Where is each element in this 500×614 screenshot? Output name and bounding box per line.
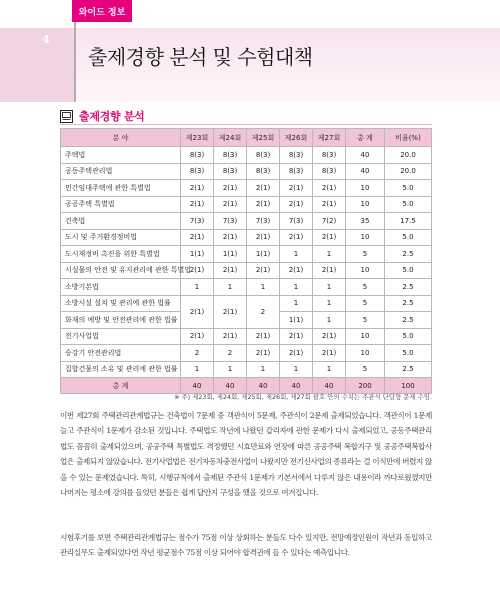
value-cell: 8(3) bbox=[247, 163, 280, 180]
section-rule bbox=[60, 124, 432, 125]
header-cell: 제27회 bbox=[313, 129, 346, 147]
value-cell: 2 bbox=[247, 295, 280, 328]
value-cell: 5.0 bbox=[385, 180, 432, 197]
value-cell: 8(3) bbox=[280, 147, 313, 164]
value-cell: 1 bbox=[181, 279, 214, 296]
value-cell: 1 bbox=[313, 295, 346, 312]
table-footnote: ※ 주) 제23회, 제24회, 제25회, 제26회, 제27회 괄호 안의 수치는 주관식 단답형 문제 수임. bbox=[174, 393, 432, 401]
value-cell: 1 bbox=[280, 279, 313, 296]
value-cell: 2(1) bbox=[280, 328, 313, 345]
value-cell: 2.5 bbox=[385, 312, 432, 329]
value-cell: 20.0 bbox=[385, 147, 432, 164]
value-cell: 2(1) bbox=[181, 328, 214, 345]
subject-cell: 화재의 예방 및 안전관리에 관한 법률 bbox=[61, 312, 181, 329]
value-cell: 2(1) bbox=[313, 262, 346, 279]
subject-cell: 도시재정비 촉진을 위한 특별법 bbox=[61, 246, 181, 263]
value-cell: 2(1) bbox=[181, 229, 214, 246]
value-cell: 8(3) bbox=[313, 163, 346, 180]
value-cell: 8(3) bbox=[214, 163, 247, 180]
value-cell: 2(1) bbox=[280, 196, 313, 213]
header-cell: 제24회 bbox=[214, 129, 247, 147]
value-cell: 5 bbox=[346, 279, 385, 296]
value-cell: 2(1) bbox=[214, 295, 247, 328]
value-cell: 2(1) bbox=[280, 345, 313, 362]
value-cell: 1 bbox=[280, 361, 313, 378]
exam-trend-table bbox=[60, 128, 432, 394]
section-heading bbox=[60, 108, 145, 124]
value-cell: 1 bbox=[280, 246, 313, 263]
subject-cell: 전기사업법 bbox=[61, 328, 181, 345]
value-cell: 10 bbox=[346, 328, 385, 345]
value-cell: 40 bbox=[346, 147, 385, 164]
value-cell: 5.0 bbox=[385, 262, 432, 279]
value-cell: 2.5 bbox=[385, 246, 432, 263]
value-cell: 10 bbox=[346, 345, 385, 362]
outlook-paragraph: 시험후기를 보면 주택관리관계법규는 점수가 75점 이상 상회하는 분들도 다수 있지만, 전망예정인원이 작년과 동일하고 관리실무도 출제되었다면 작년 평균점수 75점 이상 되어야 합격권에 들 수 있다는 예측입니다. bbox=[60, 533, 432, 558]
value-cell: 2(1) bbox=[247, 229, 280, 246]
value-cell: 2 bbox=[214, 345, 247, 362]
value-cell: 2(1) bbox=[214, 180, 247, 197]
header-cell: 분 야 bbox=[61, 129, 181, 147]
value-cell: 2(1) bbox=[247, 328, 280, 345]
section-tab: 와이드 정보 bbox=[72, 0, 132, 22]
table-row bbox=[61, 279, 432, 296]
value-cell: 1 bbox=[313, 361, 346, 378]
value-cell: 1 bbox=[214, 279, 247, 296]
table-row bbox=[61, 262, 432, 279]
value-cell: 5 bbox=[346, 361, 385, 378]
header-cell: 제26회 bbox=[280, 129, 313, 147]
total-cell: 40 bbox=[280, 378, 313, 394]
value-cell: 7(3) bbox=[214, 213, 247, 230]
value-cell: 5.0 bbox=[385, 196, 432, 213]
value-cell: 2(1) bbox=[214, 229, 247, 246]
page-title: 출제경향 분석 및 수험대책 bbox=[88, 45, 313, 69]
value-cell: 2(1) bbox=[181, 196, 214, 213]
value-cell: 1 bbox=[313, 246, 346, 263]
value-cell: 2(1) bbox=[181, 180, 214, 197]
value-cell: 2(1) bbox=[313, 328, 346, 345]
value-cell: 2(1) bbox=[247, 345, 280, 362]
subject-cell: 도시 및 주거환경정비법 bbox=[61, 229, 181, 246]
value-cell: 20.0 bbox=[385, 163, 432, 180]
value-cell: 8(3) bbox=[181, 147, 214, 164]
value-cell: 1(1) bbox=[280, 312, 313, 329]
value-cell: 2(1) bbox=[247, 262, 280, 279]
subject-cell: 공공주택 특별법 bbox=[61, 196, 181, 213]
total-cell: 100 bbox=[385, 378, 432, 394]
total-cell: 40 bbox=[214, 378, 247, 394]
value-cell: 8(3) bbox=[280, 163, 313, 180]
value-cell: 2.5 bbox=[385, 295, 432, 312]
subject-cell: 민간임대주택에 관한 특별법 bbox=[61, 180, 181, 197]
value-cell: 1 bbox=[181, 361, 214, 378]
subject-cell: 집합건물의 소유 및 관리에 관한 법률 bbox=[61, 361, 181, 378]
value-cell: 2(1) bbox=[313, 229, 346, 246]
value-cell: 2(1) bbox=[247, 196, 280, 213]
value-cell: 10 bbox=[346, 180, 385, 197]
value-cell: 5 bbox=[346, 295, 385, 312]
header-cell: 비율(%) bbox=[385, 129, 432, 147]
value-cell: 2(1) bbox=[181, 295, 214, 328]
value-cell: 10 bbox=[346, 229, 385, 246]
value-cell: 7(2) bbox=[313, 213, 346, 230]
subject-cell: 소방기본법 bbox=[61, 279, 181, 296]
value-cell: 1(1) bbox=[214, 246, 247, 263]
value-cell: 2 bbox=[181, 345, 214, 362]
value-cell: 5.0 bbox=[385, 328, 432, 345]
value-cell: 2(1) bbox=[214, 328, 247, 345]
table-row bbox=[61, 328, 432, 345]
value-cell: 5.0 bbox=[385, 229, 432, 246]
value-cell: 2(1) bbox=[280, 262, 313, 279]
total-cell: 200 bbox=[346, 378, 385, 394]
table-row bbox=[61, 196, 432, 213]
value-cell: 35 bbox=[346, 213, 385, 230]
value-cell: 8(3) bbox=[313, 147, 346, 164]
table-row bbox=[61, 246, 432, 263]
subject-cell: 건축법 bbox=[61, 213, 181, 230]
value-cell: 10 bbox=[346, 262, 385, 279]
value-cell: 5 bbox=[346, 246, 385, 263]
analysis-paragraph: 이번 제27회 주택관리관계법규는 건축법이 7문제 중 객관식이 5문제, 주관식이 2문제 출제되었습니다. 객관식이 1문제 늘고 주관식이 1문제가 감소된 것입니다. 주택법도 작년에 나왔던 갑리자에 관한 문제가 다시 출제되었고, 공동주택관리법도 꼼꼼히 출제되었으며, 공공주택 특별법도 격정했던 시효만료와 연장에 따른 공공주택 복합지구 및 공공주택복합사업은 출제되지 않았습니다. 전기사업법은 전기자동차충전사업이 나왔지만 전기신사업의 종류라는 걸 이식만에 버렸지 않을 수 있는 문제였습니다. 특히, 시행규칙에서 출제된 주관식 1문제가 기본서에서 다루지 않은 내용이라 까다로웠겠지만 나머지는 평소에 강의를 들었던 분들은 쉽게 답안지 구성을 했을 것으로 여겨집니다. bbox=[60, 411, 432, 498]
value-cell: 7(3) bbox=[247, 213, 280, 230]
value-cell: 1(1) bbox=[247, 246, 280, 263]
value-cell: 2(1) bbox=[280, 229, 313, 246]
section-title: 출제경향 분석 bbox=[79, 110, 145, 123]
value-cell: 10 bbox=[346, 196, 385, 213]
page-number: 4 bbox=[42, 33, 50, 46]
header-cell: 총 계 bbox=[346, 129, 385, 147]
total-cell: 40 bbox=[247, 378, 280, 394]
table-row bbox=[61, 361, 432, 378]
table-row bbox=[61, 345, 432, 362]
value-cell: 2.5 bbox=[385, 279, 432, 296]
total-cell: 40 bbox=[181, 378, 214, 394]
value-cell: 7(3) bbox=[280, 213, 313, 230]
table-row bbox=[61, 163, 432, 180]
value-cell: 17.5 bbox=[385, 213, 432, 230]
value-cell: 2(1) bbox=[313, 196, 346, 213]
table-row bbox=[61, 295, 432, 312]
value-cell: 1 bbox=[214, 361, 247, 378]
value-cell: 1(1) bbox=[181, 246, 214, 263]
subject-cell: 소방시설 설치 및 관리에 관한 법률 bbox=[61, 295, 181, 312]
total-label: 총 계 bbox=[61, 378, 181, 394]
value-cell: 40 bbox=[346, 163, 385, 180]
value-cell: 8(3) bbox=[247, 147, 280, 164]
value-cell: 1 bbox=[247, 361, 280, 378]
header-cell: 제23회 bbox=[181, 129, 214, 147]
subject-cell: 시설물의 안전 및 유지관리에 관한 특별법 bbox=[61, 262, 181, 279]
value-cell: 2(1) bbox=[313, 180, 346, 197]
subject-cell: 승강기 안전관리법 bbox=[61, 345, 181, 362]
book-icon bbox=[60, 110, 73, 123]
value-cell: 1 bbox=[313, 312, 346, 329]
value-cell: 2(1) bbox=[247, 180, 280, 197]
value-cell: 8(3) bbox=[214, 147, 247, 164]
header-cell: 제25회 bbox=[247, 129, 280, 147]
value-cell: 8(3) bbox=[181, 163, 214, 180]
table-row bbox=[61, 180, 432, 197]
value-cell: 1 bbox=[247, 279, 280, 296]
value-cell: 1 bbox=[280, 295, 313, 312]
value-cell: 2(1) bbox=[214, 262, 247, 279]
subject-cell: 공동주택관리법 bbox=[61, 163, 181, 180]
total-cell: 40 bbox=[313, 378, 346, 394]
value-cell: 2(1) bbox=[313, 345, 346, 362]
table-header-row bbox=[61, 129, 432, 147]
value-cell: 5 bbox=[346, 312, 385, 329]
value-cell: 2(1) bbox=[181, 262, 214, 279]
table-row bbox=[61, 229, 432, 246]
value-cell: 2(1) bbox=[280, 180, 313, 197]
value-cell: 7(3) bbox=[181, 213, 214, 230]
value-cell: 1 bbox=[313, 279, 346, 296]
value-cell: 2(1) bbox=[214, 196, 247, 213]
table-row bbox=[61, 213, 432, 230]
subject-cell: 주택법 bbox=[61, 147, 181, 164]
value-cell: 5.0 bbox=[385, 345, 432, 362]
value-cell: 2.5 bbox=[385, 361, 432, 378]
table-row bbox=[61, 147, 432, 164]
